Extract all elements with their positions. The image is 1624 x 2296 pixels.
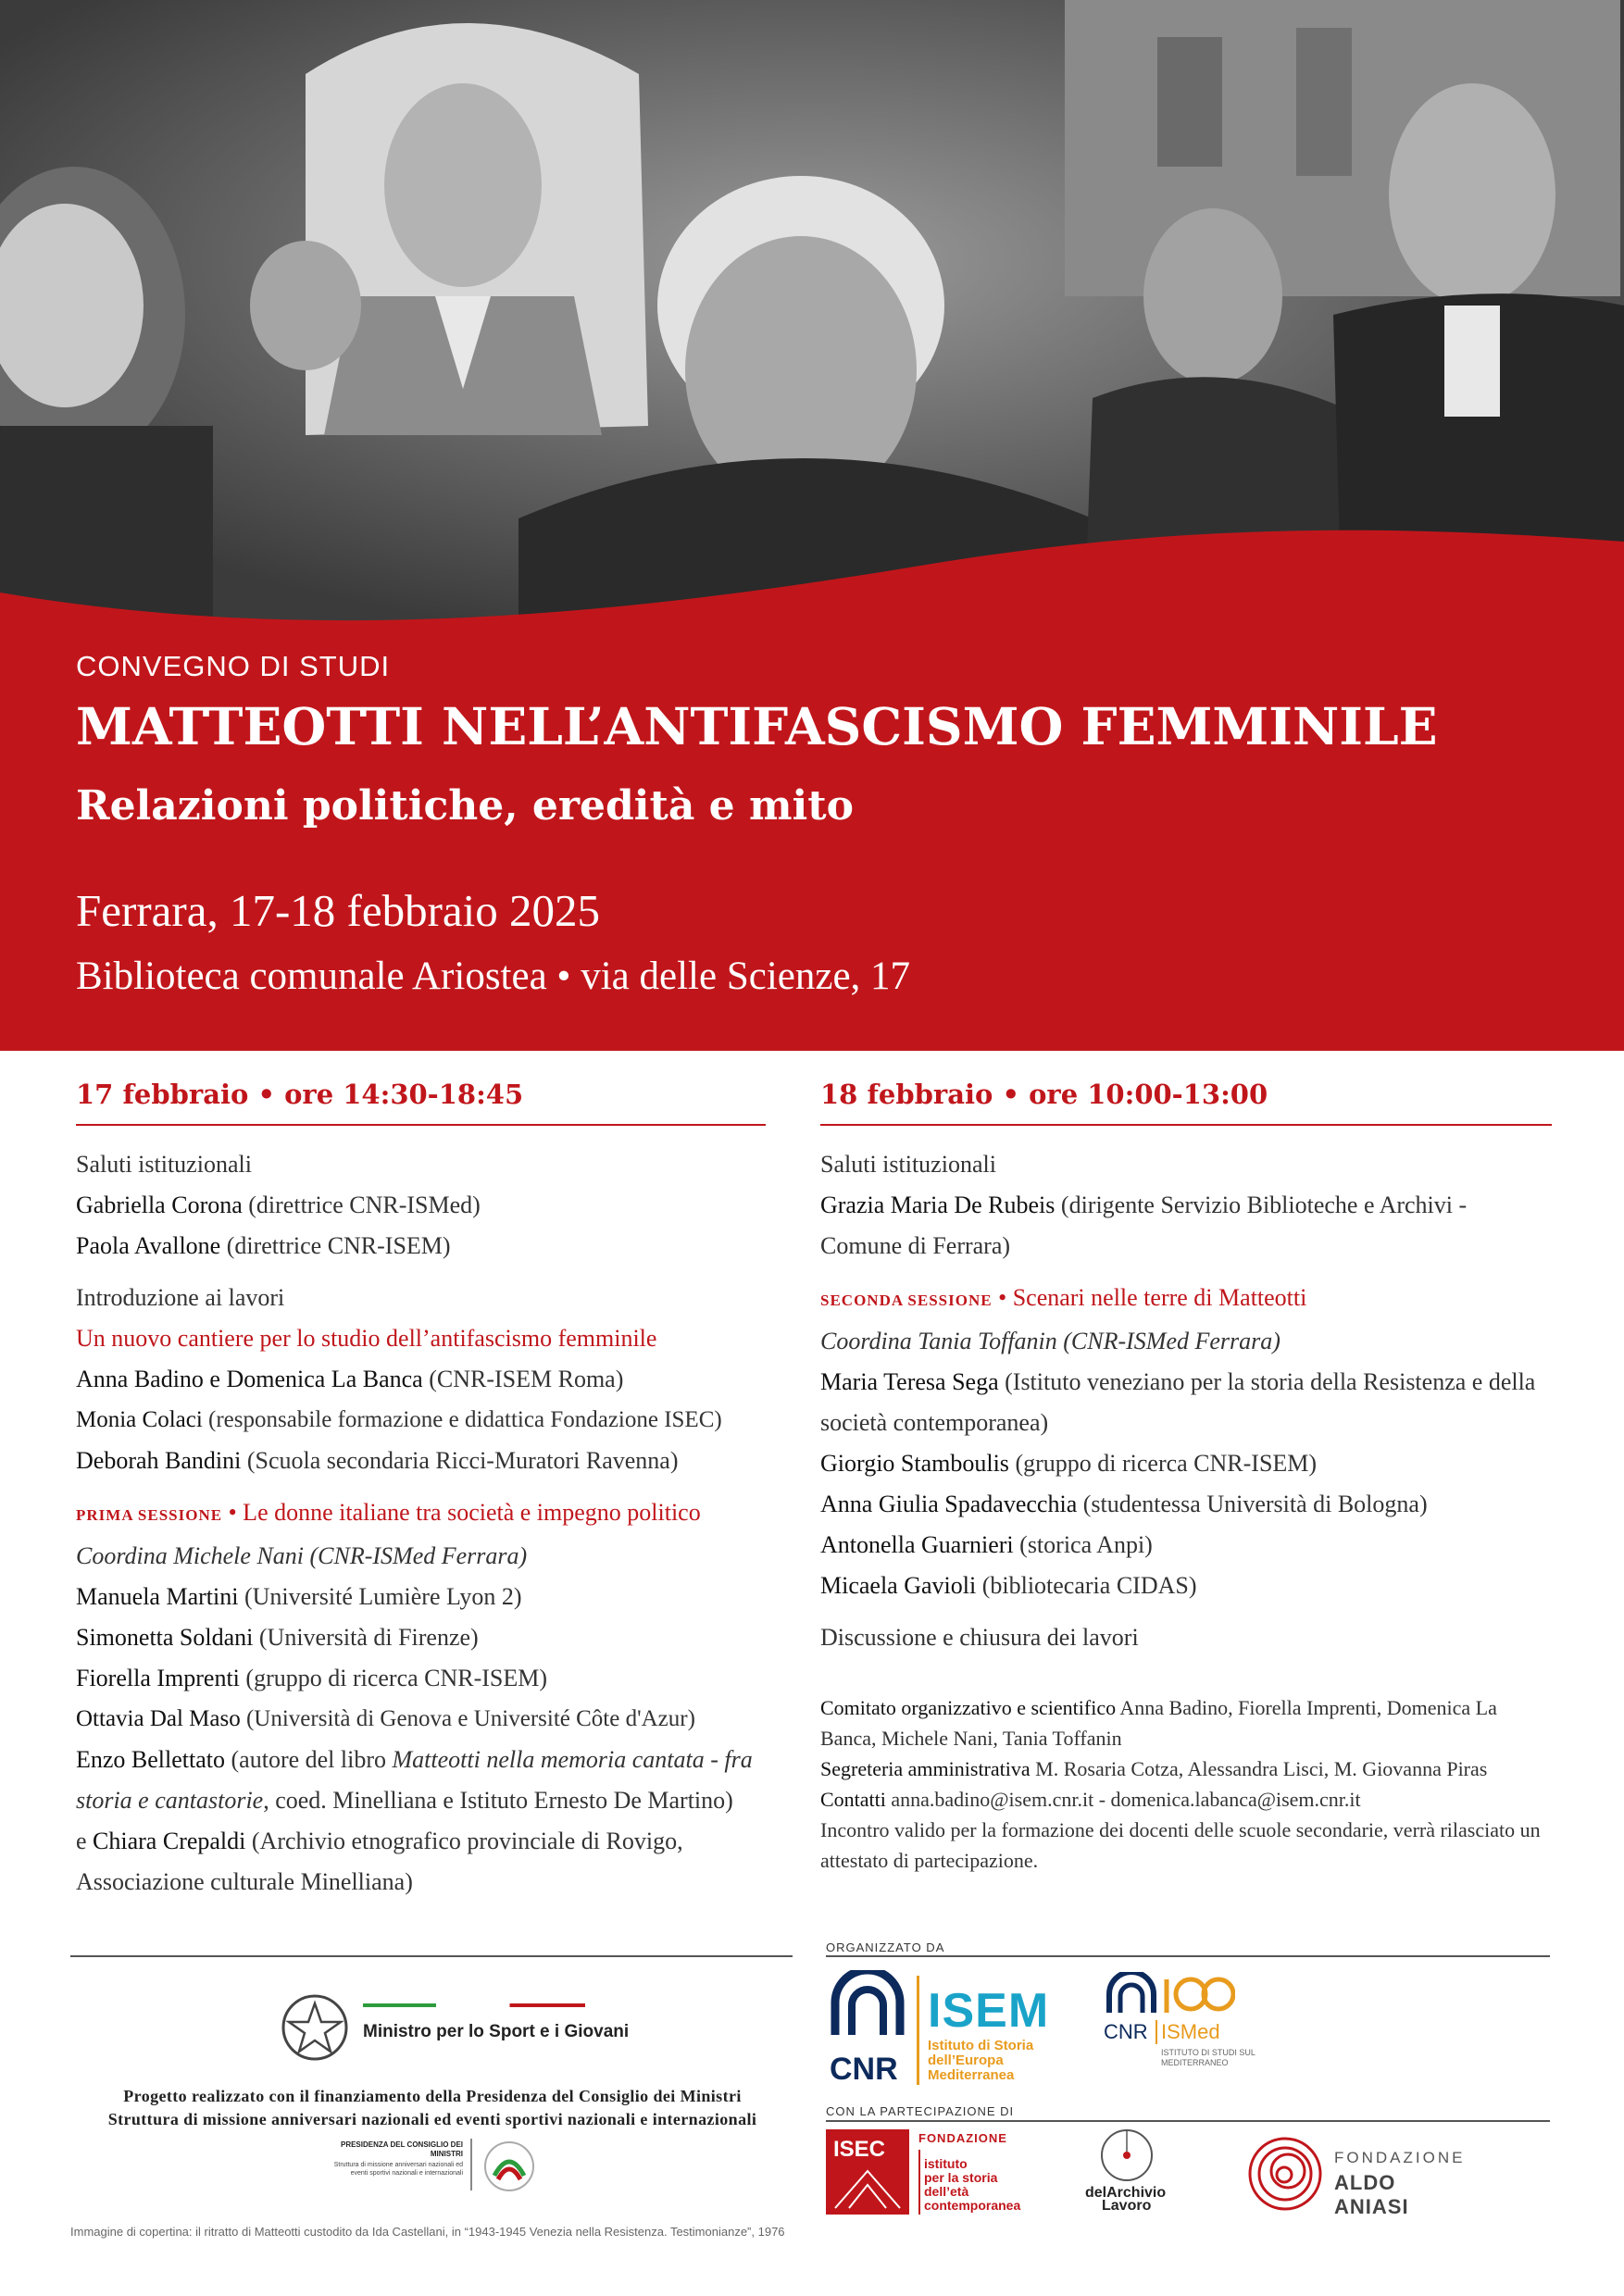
speaker-name: Fiorella Imprenti bbox=[76, 1665, 240, 1691]
day2-session-chair: Coordina Tania Toffanin (CNR-ISMed Ferrara) bbox=[820, 1328, 1280, 1354]
day2-saluti-label: Saluti istituzionali bbox=[820, 1151, 996, 1178]
committee bbox=[820, 1692, 1552, 1753]
speaker-name: Anna Giulia Spadavecchia bbox=[820, 1491, 1078, 1517]
isec-desc-4: contemporanea bbox=[924, 2198, 1021, 2213]
day2-closing: Discussione e chiusura dei lavori bbox=[820, 1624, 1139, 1651]
secretary bbox=[820, 1753, 1552, 1784]
cnr-icon bbox=[1104, 1972, 1159, 2016]
speaker-role: (dirigente Servizio Biblioteche e Archivi - Comune di Ferrara) bbox=[820, 1192, 1468, 1259]
day2-saluti bbox=[820, 1185, 1552, 1267]
speaker-role: (Université Lumière Lyon 2) bbox=[238, 1583, 522, 1610]
speaker-name: Manuela Martini bbox=[76, 1583, 239, 1610]
day1-speaker-6 bbox=[76, 1821, 766, 1903]
isec-fondazione: FONDAZIONE bbox=[918, 2131, 1007, 2145]
speaker-role: (direttrice CNR-ISEM) bbox=[220, 1232, 451, 1259]
speaker-name: Giorgio Stamboulis bbox=[820, 1450, 1009, 1477]
isec-description bbox=[924, 2157, 1020, 2213]
session-name: • Le donne italiane tra società e impegno politico bbox=[222, 1499, 701, 1526]
presidenza-logo bbox=[333, 2139, 546, 2194]
speaker-role: (CNR-ISEM Roma) bbox=[422, 1366, 624, 1392]
speaker-name: Monia Colaci bbox=[76, 1407, 203, 1432]
speaker-role: (responsabile formazione e didattica Fondazione ISEC) bbox=[202, 1407, 722, 1432]
day2-speaker-4 bbox=[820, 1525, 1552, 1566]
speaker-role: (Istituto veneziano per la storia della Resistenza e della società contemporanea) bbox=[820, 1368, 1536, 1436]
participation-label: CON LA PARTECIPAZIONE DI bbox=[826, 2104, 1015, 2118]
contacts-emails[interactable]: anna.badino@isem.cnr.it - domenica.labanca@isem.cnr.it bbox=[885, 1788, 1361, 1811]
isem-text: ISEM bbox=[928, 1984, 1050, 2038]
cnr-icon bbox=[826, 1970, 909, 2050]
speaker-role: (storica Anpi) bbox=[1013, 1531, 1153, 1558]
isec-text: ISEC bbox=[833, 2137, 886, 2162]
speaker-role-end: , coed. Minelliana e Istituto Ernesto De Martino) bbox=[263, 1787, 733, 1814]
contacts bbox=[820, 1784, 1552, 1815]
speaker-name: Micaela Gavioli bbox=[820, 1572, 977, 1599]
ministry-logo bbox=[278, 1990, 630, 2065]
session-label: PRIMA SESSIONE bbox=[76, 1506, 223, 1524]
speaker-name: Maria Teresa Sega bbox=[820, 1368, 999, 1395]
speaker-role: (Archivio etnografico provinciale di Rovigo, Associazione culturale Minelliana) bbox=[76, 1828, 683, 1895]
isec-pattern-icon bbox=[826, 2166, 909, 2213]
day1-intro-2 bbox=[76, 1400, 766, 1441]
event-venue: Biblioteca comunale Ariostea • via delle Scienze, 17 bbox=[76, 955, 911, 998]
cnr-text: CNR bbox=[830, 2052, 898, 2087]
cnr-ismed-logo bbox=[1104, 1972, 1270, 2083]
day1-session-chair: Coordina Michele Nani (CNR-ISMed Ferrara) bbox=[76, 1542, 528, 1569]
conjunction: e bbox=[76, 1828, 94, 1854]
day2-session-title bbox=[820, 1278, 1552, 1321]
contacts-label: Contatti bbox=[820, 1788, 886, 1811]
aniasi-fondazione: FONDAZIONE bbox=[1334, 2149, 1466, 2166]
divider bbox=[826, 2120, 1550, 2122]
day1-speaker-1 bbox=[76, 1577, 766, 1617]
isem-desc-1: Istituto di Storia bbox=[928, 2038, 1034, 2053]
speaker-name: Anna Badino e Domenica La Banca bbox=[76, 1366, 423, 1392]
day1-intro-3 bbox=[76, 1441, 766, 1481]
day1-saluti-2 bbox=[76, 1226, 766, 1267]
session-label: SECONDA SESSIONE bbox=[820, 1292, 993, 1309]
aniasi-rose-icon bbox=[1245, 2134, 1325, 2214]
organized-by-label: ORGANIZZATO DA bbox=[826, 1940, 945, 1954]
day2-speaker-3 bbox=[820, 1484, 1552, 1525]
committee-label: Comitato organizzativo e scientifico bbox=[820, 1696, 1117, 1719]
day2-speaker-5 bbox=[820, 1566, 1552, 1606]
isem-desc-2: dell’Europa bbox=[928, 2053, 1004, 2068]
session-name: • Scenari nelle terre di Matteotti bbox=[992, 1284, 1307, 1311]
speaker-role: (Università di Genova e Université Côte d'Azur) bbox=[240, 1706, 695, 1731]
ismed-description: ISTITUTO DI STUDI SUL MEDITERRANEO bbox=[1161, 2048, 1255, 2067]
day1-program bbox=[76, 1074, 766, 1903]
speaker-name: Paola Avallone bbox=[76, 1232, 221, 1259]
divider bbox=[70, 1955, 793, 1957]
day2-program bbox=[820, 1074, 1552, 1658]
cnr-isem-logo bbox=[826, 1970, 1094, 2090]
speaker-role: (autore del libro bbox=[225, 1746, 393, 1773]
isec-desc-2: per la storia bbox=[924, 2170, 998, 2185]
day1-saluti-label: Saluti istituzionali bbox=[76, 1151, 252, 1178]
ministry-name: Ministro per lo Sport e i Giovani bbox=[363, 2022, 630, 2041]
isem-desc-3: Mediterranea bbox=[928, 2067, 1015, 2083]
day2-speaker-2 bbox=[820, 1443, 1552, 1484]
speaker-name: Gabriella Corona bbox=[76, 1192, 243, 1218]
isec-desc-1: istituto bbox=[924, 2156, 968, 2171]
presidenza-sub: Struttura di missione anniversari nazionali ed eventi sportivi nazionali e internazionali bbox=[333, 2162, 463, 2177]
divider bbox=[826, 1955, 1550, 1957]
day2-heading: 18 febbraio • ore 10:00-13:00 bbox=[820, 1074, 1552, 1126]
speaker-name: Chiara Crepaldi bbox=[93, 1828, 246, 1854]
day1-intro-title: Un nuovo cantiere per lo studio dell’antifascismo femminile bbox=[76, 1325, 657, 1352]
day1-intro-1 bbox=[76, 1359, 766, 1400]
day1-heading: 17 febbraio • ore 14:30-18:45 bbox=[76, 1074, 766, 1126]
event-info bbox=[820, 1692, 1552, 1876]
archivio-text-1: del bbox=[1085, 2185, 1107, 2201]
archivio-text-3: Lavoro bbox=[1102, 2198, 1152, 2214]
project-line-1: Progetto realizzato con il finanziamento della Presidenza del Consiglio dei Ministri bbox=[123, 2087, 742, 2105]
emblem-icon bbox=[278, 1990, 352, 2065]
image-credit: Immagine di copertina: il ritratto di Matteotti custodito da Ida Castellani, in “1943-1945 Venezia nella Resistenza. Testimonianze”, 1976 bbox=[70, 2225, 785, 2239]
event-type: CONVEGNO DI STUDI bbox=[76, 650, 391, 682]
speaker-role: (Università di Firenze) bbox=[253, 1624, 479, 1651]
project-line-2: Struttura di missione anniversari nazionali ed eventi sportivi nazionali e internazionali bbox=[107, 2110, 757, 2128]
day1-speaker-5 bbox=[76, 1740, 766, 1821]
ismed-100-icon bbox=[1161, 1972, 1235, 2016]
ismed-text: ISMed bbox=[1161, 2020, 1220, 2043]
page-subtitle: Relazioni politiche, eredità e mito bbox=[76, 782, 854, 830]
event-place-date: Ferrara, 17-18 febbraio 2025 bbox=[76, 885, 601, 936]
day1-intro-label: Introduzione ai lavori bbox=[76, 1284, 285, 1311]
anniversari-icon bbox=[481, 2139, 537, 2194]
flag-stripe bbox=[363, 2003, 585, 2007]
archivio-text bbox=[1085, 2187, 1166, 2213]
secretary-members: M. Rosaria Cotza, Alessandra Lisci, M. Giovanna Piras bbox=[1030, 1757, 1488, 1780]
speaker-role: (gruppo di ricerca CNR-ISEM) bbox=[1008, 1450, 1318, 1477]
secretary-label: Segreteria amministrativa bbox=[820, 1757, 1031, 1780]
day1-speaker-2 bbox=[76, 1617, 766, 1658]
project-funding bbox=[76, 2085, 789, 2131]
speaker-role: (bibliotecaria CIDAS) bbox=[976, 1572, 1197, 1599]
cnr-text: CNR bbox=[1104, 2020, 1148, 2043]
speaker-role: (Scuola secondaria Ricci-Muratori Ravenna) bbox=[241, 1447, 679, 1474]
speaker-role: (direttrice CNR-ISMed) bbox=[242, 1192, 481, 1218]
isec-logo bbox=[826, 2129, 1048, 2222]
speaker-name: Antonella Guarnieri bbox=[820, 1531, 1014, 1558]
speaker-name: Simonetta Soldani bbox=[76, 1624, 254, 1651]
day1-saluti-1 bbox=[76, 1185, 766, 1226]
aniasi-name: ALDO ANIASI bbox=[1334, 2171, 1409, 2218]
committee-members: Anna Badino, Fiorella Imprenti, Domenica La Banca, Michele Nani, Tania Toffanin bbox=[820, 1696, 1497, 1750]
aniasi-logo bbox=[1245, 2134, 1468, 2217]
hero bbox=[0, 0, 1624, 1051]
day1-speaker-3 bbox=[76, 1658, 766, 1699]
archivio-text-2: Archivio bbox=[1106, 2185, 1167, 2201]
isem-description bbox=[928, 2039, 1033, 2083]
speaker-name: Grazia Maria De Rubeis bbox=[820, 1192, 1056, 1218]
day1-speaker-4 bbox=[76, 1699, 766, 1740]
page-title: MATTEOTTI NELL’ANTIFASCISMO FEMMINILE bbox=[76, 696, 1438, 756]
archivio-icon bbox=[1094, 2126, 1159, 2185]
training-note: Incontro valido per la formazione dei docenti delle scuole secondarie, verrà rilasciato un attestato di partecipazione. bbox=[820, 1818, 1541, 1872]
speaker-role: (studentessa Università di Bologna) bbox=[1077, 1491, 1428, 1517]
speaker-name: Enzo Bellettato bbox=[76, 1746, 226, 1773]
speaker-role: (gruppo di ricerca CNR-ISEM) bbox=[239, 1665, 548, 1691]
isec-desc-3: dell’età bbox=[924, 2184, 969, 2199]
speaker-name: Ottavia Dal Maso bbox=[76, 1706, 241, 1731]
speaker-name: Deborah Bandini bbox=[76, 1447, 242, 1474]
archivio-lavoro-logo bbox=[1085, 2126, 1196, 2218]
day1-session-title bbox=[76, 1492, 766, 1536]
isec-badge bbox=[826, 2129, 909, 2215]
book-title: Matteotti nella memoria cantata - fra storia e cantastorie bbox=[76, 1746, 753, 1814]
presidenza-name: PRESIDENZA DEL CONSIGLIO DEI MINISTRI bbox=[340, 2140, 463, 2158]
day2-speaker-1 bbox=[820, 1362, 1552, 1443]
